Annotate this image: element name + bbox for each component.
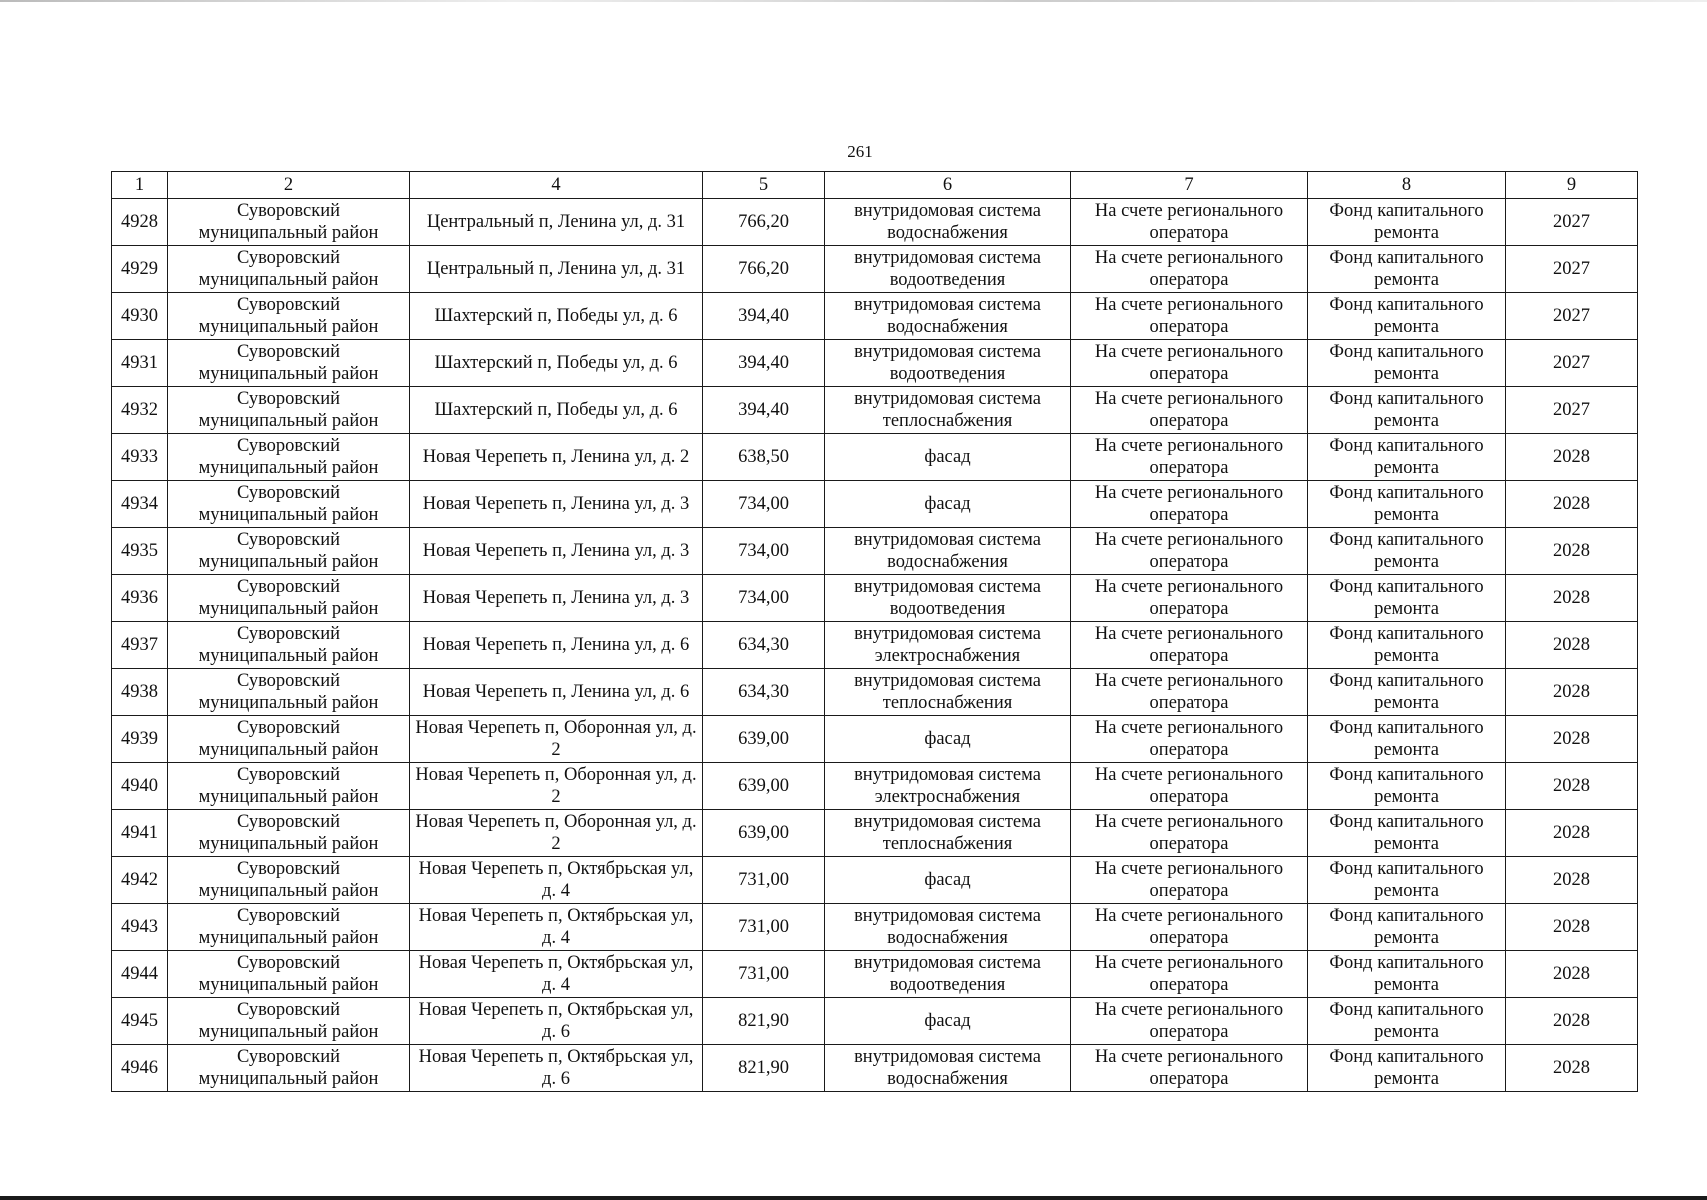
fund-source-cell: Фонд капитального ремонта [1308,669,1506,716]
fund-source-cell: Фонд капитального ремонта [1308,481,1506,528]
table-row [112,387,1638,434]
row-number-cell: 4938 [112,669,168,716]
row-number-cell: 4946 [112,1045,168,1092]
table-row [112,434,1638,481]
district-cell: Суворовский муниципальный район [168,575,410,622]
fund-source-cell: Фонд капитального ремонта [1308,857,1506,904]
table-row [112,246,1638,293]
fund-source-cell: Фонд капитального ремонта [1308,199,1506,246]
table-row [112,528,1638,575]
area-cell: 821,90 [703,998,825,1045]
row-number-cell: 4940 [112,763,168,810]
fund-method-cell: На счете регионального оператора [1071,387,1308,434]
scan-edge-bottom [0,1196,1707,1200]
work-type-cell: внутридомовая система водоснабжения [825,1045,1071,1092]
fund-method-cell: На счете регионального оператора [1071,716,1308,763]
fund-method-cell: На счете регионального оператора [1071,199,1308,246]
fund-source-cell: Фонд капитального ремонта [1308,387,1506,434]
work-type-cell: фасад [825,434,1071,481]
row-number-cell: 4933 [112,434,168,481]
fund-source-cell: Фонд капитального ремонта [1308,951,1506,998]
district-cell: Суворовский муниципальный район [168,904,410,951]
district-cell: Суворовский муниципальный район [168,293,410,340]
row-number-cell: 4944 [112,951,168,998]
area-cell: 639,00 [703,810,825,857]
work-type-cell: внутридомовая система водоотведения [825,951,1071,998]
work-type-cell: внутридомовая система водоотведения [825,575,1071,622]
address-cell: Новая Черепеть п, Оборонная ул, д. 2 [410,763,703,810]
fund-source-cell: Фонд капитального ремонта [1308,575,1506,622]
fund-method-cell: На счете регионального оператора [1071,340,1308,387]
work-type-cell: внутридомовая система водоснабжения [825,199,1071,246]
district-cell: Суворовский муниципальный район [168,951,410,998]
row-number-cell: 4943 [112,904,168,951]
table-row [112,293,1638,340]
header-col-2: 2 [168,172,410,199]
area-cell: 638,50 [703,434,825,481]
fund-method-cell: На счете регионального оператора [1071,481,1308,528]
address-cell: Новая Черепеть п, Оборонная ул, д. 2 [410,716,703,763]
year-cell: 2028 [1506,716,1638,763]
fund-method-cell: На счете регионального оператора [1071,246,1308,293]
district-cell: Суворовский муниципальный район [168,763,410,810]
header-row [112,172,1638,199]
fund-source-cell: Фонд капитального ремонта [1308,904,1506,951]
fund-source-cell: Фонд капитального ремонта [1308,622,1506,669]
area-cell: 639,00 [703,763,825,810]
table-row [112,199,1638,246]
work-type-cell: внутридомовая система теплоснабжения [825,387,1071,434]
address-cell: Новая Черепеть п, Оборонная ул, д. 2 [410,810,703,857]
area-cell: 734,00 [703,481,825,528]
row-number-cell: 4945 [112,998,168,1045]
address-cell: Новая Черепеть п, Октябрьская ул, д. 6 [410,998,703,1045]
fund-method-cell: На счете регионального оператора [1071,669,1308,716]
address-cell: Новая Черепеть п, Октябрьская ул, д. 4 [410,904,703,951]
fund-source-cell: Фонд капитального ремонта [1308,293,1506,340]
work-type-cell: внутридомовая система теплоснабжения [825,810,1071,857]
district-cell: Суворовский муниципальный район [168,387,410,434]
year-cell: 2028 [1506,904,1638,951]
header-col-8: 8 [1308,172,1506,199]
area-cell: 731,00 [703,857,825,904]
district-cell: Суворовский муниципальный район [168,716,410,763]
row-number-cell: 4939 [112,716,168,763]
address-cell: Шахтерский п, Победы ул, д. 6 [410,293,703,340]
year-cell: 2027 [1506,246,1638,293]
work-type-cell: внутридомовая система водоснабжения [825,528,1071,575]
table-row [112,951,1638,998]
fund-method-cell: На счете регионального оператора [1071,1045,1308,1092]
table-row [112,857,1638,904]
row-number-cell: 4941 [112,810,168,857]
header-col-4: 4 [410,172,703,199]
fund-source-cell: Фонд капитального ремонта [1308,810,1506,857]
address-cell: Новая Черепеть п, Ленина ул, д. 6 [410,669,703,716]
district-cell: Суворовский муниципальный район [168,857,410,904]
fund-source-cell: Фонд капитального ремонта [1308,763,1506,810]
area-cell: 734,00 [703,528,825,575]
header-col-5: 5 [703,172,825,199]
work-type-cell: внутридомовая система водоотведения [825,246,1071,293]
fund-method-cell: На счете регионального оператора [1071,528,1308,575]
district-cell: Суворовский муниципальный район [168,528,410,575]
fund-method-cell: На счете регионального оператора [1071,951,1308,998]
header-col-1: 1 [112,172,168,199]
work-type-cell: внутридомовая система водоотведения [825,340,1071,387]
district-cell: Суворовский муниципальный район [168,481,410,528]
area-cell: 634,30 [703,622,825,669]
row-number-cell: 4937 [112,622,168,669]
area-cell: 731,00 [703,904,825,951]
scan-edge-top [0,0,1707,2]
work-type-cell: внутридомовая система электроснабжения [825,622,1071,669]
table-header [112,172,1638,199]
fund-method-cell: На счете регионального оператора [1071,575,1308,622]
table-row [112,716,1638,763]
year-cell: 2027 [1506,293,1638,340]
table-row [112,340,1638,387]
table-row [112,998,1638,1045]
year-cell: 2028 [1506,622,1638,669]
district-cell: Суворовский муниципальный район [168,1045,410,1092]
area-cell: 734,00 [703,575,825,622]
table-row [112,481,1638,528]
row-number-cell: 4935 [112,528,168,575]
row-number-cell: 4936 [112,575,168,622]
fund-method-cell: На счете регионального оператора [1071,763,1308,810]
district-cell: Суворовский муниципальный район [168,810,410,857]
fund-source-cell: Фонд капитального ремонта [1308,716,1506,763]
address-cell: Центральный п, Ленина ул, д. 31 [410,199,703,246]
fund-method-cell: На счете регионального оператора [1071,434,1308,481]
area-cell: 394,40 [703,340,825,387]
fund-method-cell: На счете регионального оператора [1071,293,1308,340]
work-type-cell: фасад [825,481,1071,528]
fund-source-cell: Фонд капитального ремонта [1308,246,1506,293]
work-type-cell: фасад [825,716,1071,763]
row-number-cell: 4930 [112,293,168,340]
fund-source-cell: Фонд капитального ремонта [1308,1045,1506,1092]
fund-method-cell: На счете регионального оператора [1071,810,1308,857]
address-cell: Новая Черепеть п, Октябрьская ул, д. 4 [410,857,703,904]
row-number-cell: 4942 [112,857,168,904]
address-cell: Новая Черепеть п, Октябрьская ул, д. 4 [410,951,703,998]
year-cell: 2027 [1506,387,1638,434]
work-type-cell: внутридомовая система водоснабжения [825,293,1071,340]
row-number-cell: 4929 [112,246,168,293]
table-body [112,199,1638,1092]
area-cell: 766,20 [703,246,825,293]
district-cell: Суворовский муниципальный район [168,998,410,1045]
area-cell: 821,90 [703,1045,825,1092]
table-row [112,810,1638,857]
header-col-6: 6 [825,172,1071,199]
year-cell: 2028 [1506,1045,1638,1092]
table-row [112,669,1638,716]
area-cell: 766,20 [703,199,825,246]
year-cell: 2027 [1506,199,1638,246]
table-row [112,763,1638,810]
work-type-cell: внутридомовая система водоснабжения [825,904,1071,951]
work-type-cell: внутридомовая система теплоснабжения [825,669,1071,716]
year-cell: 2028 [1506,857,1638,904]
district-cell: Суворовский муниципальный район [168,246,410,293]
row-number-cell: 4932 [112,387,168,434]
address-cell: Шахтерский п, Победы ул, д. 6 [410,387,703,434]
address-cell: Новая Черепеть п, Ленина ул, д. 3 [410,528,703,575]
work-type-cell: фасад [825,857,1071,904]
header-col-9: 9 [1506,172,1638,199]
table-row [112,622,1638,669]
district-cell: Суворовский муниципальный район [168,622,410,669]
page-number: 261 [847,142,873,161]
year-cell: 2028 [1506,763,1638,810]
fund-source-cell: Фонд капитального ремонта [1308,998,1506,1045]
address-cell: Новая Черепеть п, Ленина ул, д. 2 [410,434,703,481]
area-cell: 639,00 [703,716,825,763]
district-cell: Суворовский муниципальный район [168,669,410,716]
year-cell: 2028 [1506,998,1638,1045]
registry-table [111,171,1638,1092]
year-cell: 2028 [1506,434,1638,481]
address-cell: Шахтерский п, Победы ул, д. 6 [410,340,703,387]
table-row [112,904,1638,951]
address-cell: Новая Черепеть п, Ленина ул, д. 3 [410,481,703,528]
address-cell: Новая Черепеть п, Ленина ул, д. 6 [410,622,703,669]
year-cell: 2028 [1506,669,1638,716]
year-cell: 2028 [1506,951,1638,998]
fund-method-cell: На счете регионального оператора [1071,998,1308,1045]
row-number-cell: 4934 [112,481,168,528]
year-cell: 2028 [1506,481,1638,528]
header-col-7: 7 [1071,172,1308,199]
fund-method-cell: На счете регионального оператора [1071,622,1308,669]
address-cell: Новая Черепеть п, Октябрьская ул, д. 6 [410,1045,703,1092]
fund-method-cell: На счете регионального оператора [1071,904,1308,951]
row-number-cell: 4928 [112,199,168,246]
table-row [112,575,1638,622]
area-cell: 634,30 [703,669,825,716]
work-type-cell: внутридомовая система электроснабжения [825,763,1071,810]
area-cell: 394,40 [703,387,825,434]
area-cell: 731,00 [703,951,825,998]
year-cell: 2028 [1506,528,1638,575]
district-cell: Суворовский муниципальный район [168,434,410,481]
fund-source-cell: Фонд капитального ремонта [1308,340,1506,387]
fund-source-cell: Фонд капитального ремонта [1308,434,1506,481]
row-number-cell: 4931 [112,340,168,387]
fund-source-cell: Фонд капитального ремонта [1308,528,1506,575]
district-cell: Суворовский муниципальный район [168,199,410,246]
address-cell: Новая Черепеть п, Ленина ул, д. 3 [410,575,703,622]
year-cell: 2028 [1506,810,1638,857]
address-cell: Центральный п, Ленина ул, д. 31 [410,246,703,293]
area-cell: 394,40 [703,293,825,340]
work-type-cell: фасад [825,998,1071,1045]
fund-method-cell: На счете регионального оператора [1071,857,1308,904]
year-cell: 2027 [1506,340,1638,387]
district-cell: Суворовский муниципальный район [168,340,410,387]
year-cell: 2028 [1506,575,1638,622]
table-row [112,1045,1638,1092]
